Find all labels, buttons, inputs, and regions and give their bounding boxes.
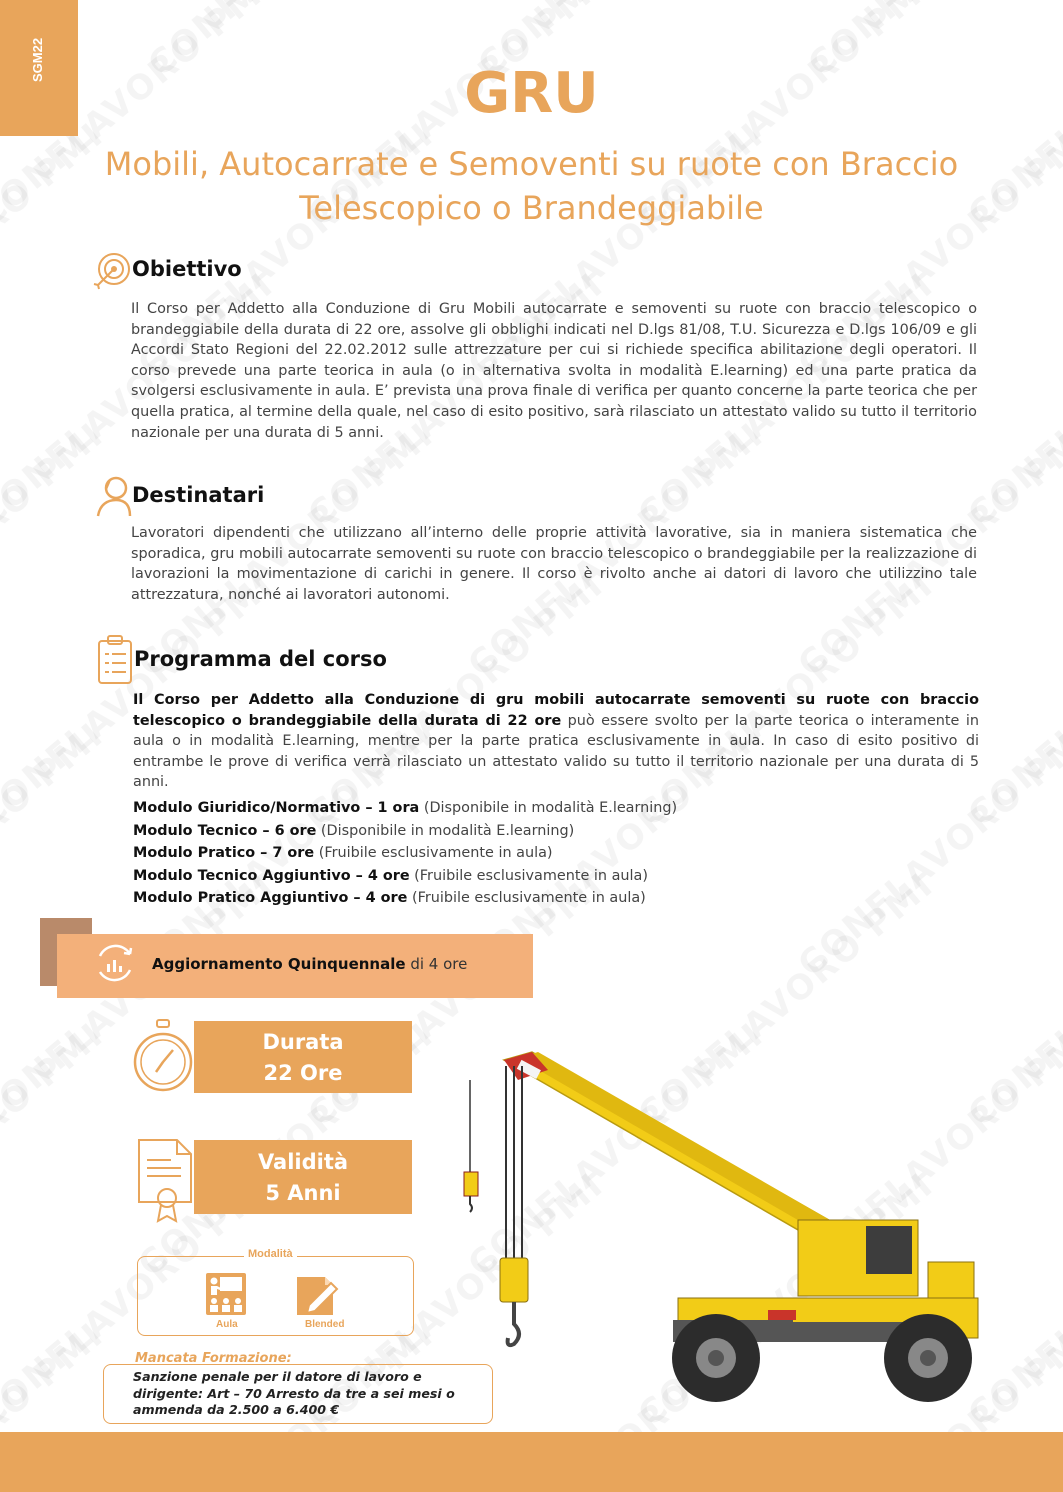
classroom-icon	[204, 1271, 248, 1317]
validita-value: 5 Anni	[265, 1181, 341, 1205]
module-item	[133, 887, 677, 910]
module-name: Modulo Tecnico Aggiuntivo – 4 ore	[133, 867, 410, 884]
obiettivo-text: Il Corso per Addetto alla Conduzione di Gru Mobili autocarrate e semoventi su ruote con braccio telescopico o brandeggiabile della durata di 22 ore, assolve gli obblighi indicati nel D.lgs 81/08, T.U. Sicurezza e D.lgs 106/09 e gli Accordi Stato Regioni del 22.02.2012 sulle attrezzature per cui si richiede specifica abilitazione degli operatori. Il corso prevede una parte teorica in aula (o in alternativa svolta in modalità E.learning) ed una parte pratica da svolgersi esclusivamente in aula. E’ prevista una prova finale di verifica per quanto concerne la parte teorica che per quella pratica, al termine della quale, nel caso di esito positivo, sarà rilasciato un attestato valido su tutto il territorio nazionale per una durata di 5 anni.	[131, 301, 977, 441]
module-item	[133, 842, 677, 865]
modalita-aula-label: Aula	[216, 1319, 238, 1330]
module-name: Modulo Giuridico/Normativo – 1 ora	[133, 800, 420, 816]
programma-text	[133, 690, 979, 793]
obiettivo-title: Obiettivo	[132, 257, 242, 281]
clipboard-icon	[96, 634, 134, 686]
aggiornamento-bold: Aggiornamento Quinquennale	[152, 955, 406, 973]
modalita-title: Modalità	[244, 1248, 297, 1260]
blended-learning-icon	[291, 1271, 345, 1317]
module-name: Modulo Pratico Aggiuntivo – 4 ore	[133, 890, 408, 907]
module-note: (Disponibile in modalità E.learning)	[316, 822, 575, 839]
crane-illustration	[458, 1040, 986, 1405]
durata-box	[194, 1021, 412, 1093]
footer-bar	[0, 1432, 1063, 1492]
validita-box	[194, 1140, 412, 1214]
module-name: Modulo Pratico – 7 ore	[133, 845, 315, 862]
refresh-chart-icon	[92, 940, 138, 986]
programma-title: Programma del corso	[134, 647, 387, 671]
module-item	[133, 797, 677, 820]
page-subtitle: Mobili, Autocarrate e Semoventi su ruote con Braccio Telescopico o Brandeggiabile	[104, 145, 959, 227]
sanzione-text: Sanzione penale per il datore di lavoro e dirigente: Art – 70 Arresto da tre a sei mesi o ammenda da 2.500 a 6.400 €	[133, 1369, 455, 1417]
validita-label: Validità	[257, 1150, 349, 1174]
destinatari-title: Destinatari	[132, 483, 265, 507]
person-icon	[94, 474, 132, 518]
mancata-title: Mancata Formazione:	[135, 1351, 292, 1366]
module-item	[133, 865, 677, 888]
programma-intro-bold: Il Corso per Addetto alla Conduzione di gru mobili autocarrate semoventi su ruote con braccio telescopico o brandeggiabile della durata di 22 ore	[133, 692, 979, 729]
module-note: (Fruibile esclusivamente in aula)	[409, 867, 648, 884]
watermark-text	[0, 415, 111, 685]
module-note: (Disponibile in modalità E.learning)	[419, 800, 678, 816]
module-note: (Fruibile esclusivamente in aula)	[407, 890, 646, 907]
durata-value: 22 Ore	[263, 1061, 343, 1085]
aggiornamento-label	[152, 955, 467, 973]
modalita-box	[137, 1256, 414, 1336]
aggiornamento-rest: di 4 ore	[405, 955, 468, 973]
course-code: SGM22	[30, 37, 45, 82]
watermark-text	[0, 1015, 111, 1285]
certificate-icon	[135, 1136, 197, 1228]
module-name: Modulo Tecnico – 6 ore	[133, 822, 317, 839]
stopwatch-icon	[130, 1018, 196, 1094]
target-icon	[92, 247, 132, 293]
durata-label: Durata	[262, 1030, 344, 1054]
programma-intro-rest: può essere svolto per la parte teorica o interamente in aula o in modalità E.learning, mentre per la parte pratica esclusivamente in aula. In caso di esito positivo di entrambe le prove di verifica verrà rilasciato un attestato valido su tutto il territorio nazionale per una durata di 5 anni.	[133, 712, 979, 791]
module-list	[133, 797, 677, 910]
destinatari-text: Lavoratori dipendenti che utilizzano all’interno delle proprie attività lavorative, sia in maniera sistematica che sporadica, gru mobili autocarrate semoventi su ruote con braccio telescopico o brandeggiabile per la realizzazione di lavorazioni la movimentazione di carichi in genere. Il corso è rivolto anche ai datori di lavoro che utilizzino tale attrezzatura, nonché ai lavoratori autonomi.	[131, 525, 977, 603]
module-note: (Fruibile esclusivamente in aula)	[314, 845, 553, 862]
modalita-blended-label: Blended	[305, 1319, 345, 1330]
module-item	[133, 820, 677, 843]
page-title: GRU	[464, 61, 599, 126]
